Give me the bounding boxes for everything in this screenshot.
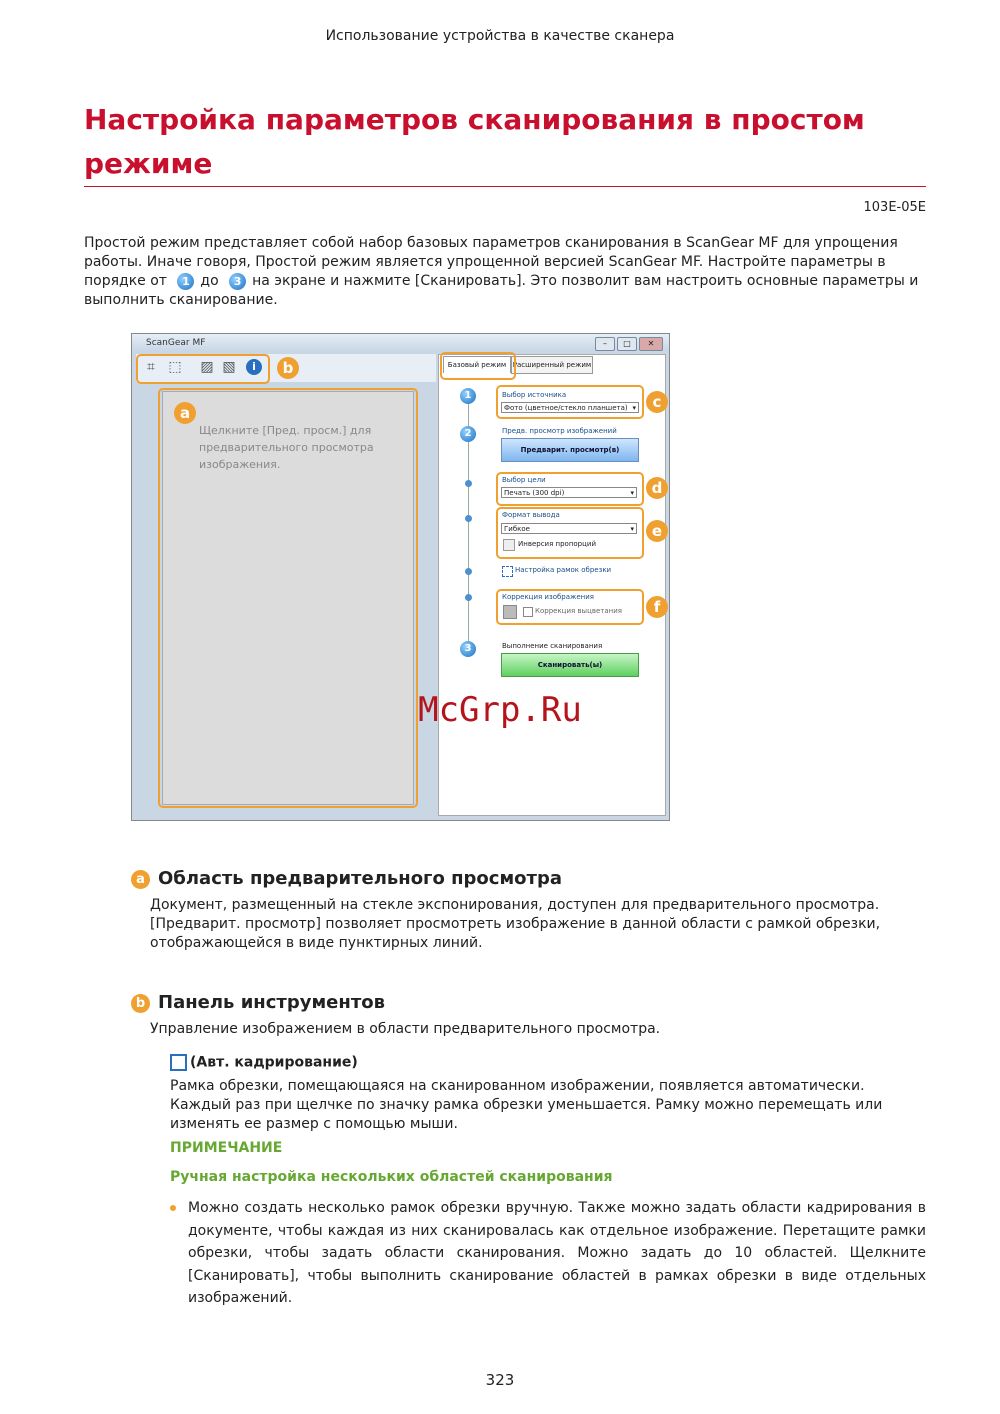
- step-3-marker: 3: [460, 641, 476, 657]
- running-header: Использование устройства в качестве сканера: [325, 28, 675, 44]
- crop-label[interactable]: Настройка рамок обрезки: [515, 566, 612, 574]
- callout-a: a: [174, 402, 196, 424]
- tab-highlight: [440, 352, 516, 380]
- callout-f: f: [646, 596, 668, 618]
- auto-crop-text: Рамка обрезки, помещающаяся на сканированном изображении, появляется автоматически. Каждый раз при щелчке по значку рамка обрезки уменьшается. Рамку можно перемещать или изменять ее размер с помощью мыши.: [170, 1078, 883, 1132]
- source-label: Выбор источника: [502, 391, 567, 399]
- output-dot: [465, 515, 472, 522]
- correction-dot: [465, 594, 472, 601]
- section-b-heading: [131, 992, 385, 1013]
- section-b-title: Панель инструментов: [158, 992, 386, 1013]
- rotate-right-icon[interactable]: ▧: [222, 359, 236, 375]
- info-icon[interactable]: i: [246, 359, 262, 375]
- output-select[interactable]: Гибкое ▾: [501, 523, 637, 534]
- section-a-title: Область предварительного просмотра: [158, 868, 562, 889]
- crop-dot: [465, 568, 472, 575]
- step-1-icon: 1: [177, 273, 194, 290]
- purpose-label: Выбор цели: [502, 476, 546, 484]
- maximize-icon[interactable]: □: [617, 337, 637, 351]
- aspect-label: Инверсия пропорций: [518, 540, 596, 548]
- intro-text-2: до: [200, 273, 219, 289]
- fade-label: Коррекция выцветания: [535, 607, 622, 615]
- minimize-icon[interactable]: –: [595, 337, 615, 351]
- output-label: Формат вывода: [502, 511, 560, 519]
- page-title: Настройка параметров сканирования в простом режиме: [84, 103, 865, 180]
- bullet-dot: [170, 1205, 176, 1211]
- preview-step-label: Предв. просмотр изображений: [502, 427, 617, 435]
- page-number: 323: [485, 1371, 515, 1389]
- intro-text-3: на экране и нажмите [Сканировать]. Это позволит вам настроить основные параметры и выполнить сканирование.: [84, 273, 919, 308]
- callout-box-f: [496, 589, 644, 625]
- rotate-left-icon[interactable]: ▨: [200, 359, 214, 375]
- callout-box-a: [158, 388, 418, 808]
- clear-crop-icon[interactable]: ⬚: [168, 359, 182, 375]
- section-a-heading: [131, 868, 562, 889]
- source-select[interactable]: Фото (цветное/стекло планшета) ▾: [501, 402, 639, 413]
- scan-step-label: Выполнение сканирования: [502, 642, 603, 650]
- badge-a: a: [131, 870, 150, 889]
- note-label: ПРИМЕЧАНИЕ: [170, 1140, 283, 1156]
- preview-button[interactable]: Предварит. просмотр(в): [501, 438, 639, 462]
- badge-b: b: [131, 994, 150, 1013]
- auto-crop-heading: [170, 1054, 358, 1071]
- auto-crop-name: (Авт. кадрирование): [190, 1054, 358, 1071]
- callout-box-e: [496, 507, 644, 559]
- doc-code: 103E-05E: [863, 200, 926, 215]
- scan-button[interactable]: Сканировать(ы): [501, 653, 639, 677]
- section-a-text: Документ, размещенный на стекле экспонирования, доступен для предварительного просмотра. [Предварит. просмотр] позволяет просмотреть изображение в данной области с рамкой обрезки, отображающейся в виде пунктирных линий.: [150, 897, 881, 951]
- callout-box-c: [496, 385, 644, 419]
- callout-e: e: [646, 520, 668, 542]
- step-2-marker: 2: [460, 426, 476, 442]
- watermark: McGrp.Ru: [418, 690, 582, 730]
- section-b-text: Управление изображением в области предварительного просмотра.: [150, 1021, 661, 1037]
- intro-paragraph: [84, 234, 926, 310]
- title-rule: [84, 186, 926, 187]
- intro-text-1: Простой режим представляет собой набор базовых параметров сканирования в ScanGear MF для упрощения работы. Иначе говоря, Простой режим является упрощенной версией ScanGear MF. Настройте параметры в порядке от: [84, 235, 898, 289]
- window-title: ScanGear MF: [146, 338, 206, 348]
- close-icon[interactable]: ✕: [639, 337, 663, 351]
- step-3-icon: 3: [229, 273, 246, 290]
- callout-box-b: [136, 354, 270, 384]
- preview-hint: Щелкните [Пред. просм.] для предварительного просмотра изображения.: [199, 424, 374, 471]
- crop-frame-icon: [502, 566, 513, 577]
- callout-b: b: [277, 357, 299, 379]
- correction-label: Коррекция изображения: [502, 593, 594, 601]
- purpose-select[interactable]: Печать (300 dpi) ▾: [501, 487, 637, 498]
- callout-box-d: [496, 472, 644, 506]
- auto-crop-icon[interactable]: ⌗: [147, 359, 155, 375]
- purpose-dot: [465, 480, 472, 487]
- auto-crop-icon: [170, 1054, 187, 1071]
- window-titlebar: [132, 334, 669, 352]
- note-bullet-text: Можно создать несколько рамок обрезки вручную. Также можно задать области кадрирования в документе, чтобы каждая из них сканировалась как отдельное изображение. Перетащите рамки обрезки, чтобы задать области сканирования. Можно задать до 10 областей. Щелкните [Сканировать], чтобы выполнить сканирование областей в рамках обрезки в виде отдельных изображений.: [188, 1200, 926, 1306]
- callout-d: d: [646, 477, 668, 499]
- tab-basic-mode[interactable]: Базовый режим: [443, 356, 511, 373]
- scangear-screenshot: [131, 333, 670, 821]
- tab-advanced-mode[interactable]: Расширенный режим: [511, 356, 593, 374]
- callout-c: c: [646, 391, 668, 413]
- note-title: Ручная настройка нескольких областей сканирования: [170, 1169, 613, 1185]
- step-1-marker: 1: [460, 388, 476, 404]
- settings-panel: [438, 354, 666, 816]
